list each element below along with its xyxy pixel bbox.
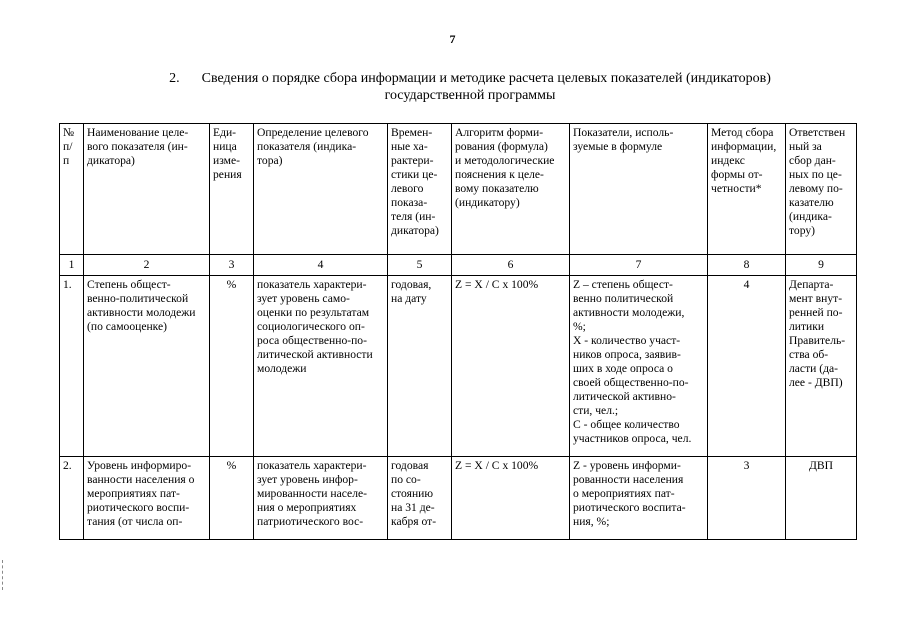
column-number: 1 <box>60 255 84 276</box>
header-cell-definition: Определение целевого показателя (индика- тора) <box>254 124 388 255</box>
table-row <box>60 457 857 540</box>
column-number: 7 <box>570 255 708 276</box>
header-cell-responsible: Ответствен ный за сбор дан- ных по це- левому по- казателю (индика- тору) <box>786 124 857 255</box>
indicator-variables: Z - уровень информи- рованности населения о мероприятиях пат- риотического воспита- ния, %; <box>570 457 708 540</box>
column-number: 9 <box>786 255 857 276</box>
table-row <box>60 276 857 457</box>
header-cell-number: № п/ п <box>60 124 84 255</box>
header-cell-formula: Алгоритм форми- рования (формула) и методологические пояснения к целе- вому показателю (индикатору) <box>452 124 570 255</box>
indicator-name: Степень общест- венно-политической активности молодежи (по самооценке) <box>84 276 210 457</box>
indicator-time: годовая, на дату <box>388 276 452 457</box>
indicator-variables: Z – степень общест- венно политической активности молодежи, %; X - количество участ- ников опроса, заявив- ших в ходе опроса о своей общественно-по- литической активно- сти, чел.; C - общее количество участников опроса, чел. <box>570 276 708 457</box>
section-title-line1 <box>120 70 820 87</box>
section-number: 2. <box>169 71 180 86</box>
indicator-method: 3 <box>708 457 786 540</box>
indicator-formula: Z = X / C x 100% <box>452 276 570 457</box>
indicator-formula: Z = X / C x 100% <box>452 457 570 540</box>
header-cell-variables: Показатели, исполь- зуемые в формуле <box>570 124 708 255</box>
indicator-time: годовая по со- стоянию на 31 де- кабря от- <box>388 457 452 540</box>
column-number: 6 <box>452 255 570 276</box>
row-number: 2. <box>60 457 84 540</box>
column-number-row <box>60 255 857 276</box>
section-title-text: Сведения о порядке сбора информации и методике расчета целевых показателей (индикаторов) <box>201 71 771 86</box>
section-title <box>120 70 820 104</box>
column-number: 4 <box>254 255 388 276</box>
margin-marks <box>2 560 7 590</box>
column-number: 2 <box>84 255 210 276</box>
indicator-definition: показатель характери- зует уровень само- оценки по результатам социологического оп- роса общественно-по- литической активности молодежи <box>254 276 388 457</box>
indicator-method: 4 <box>708 276 786 457</box>
header-cell-unit: Еди- ница изме- рения <box>210 124 254 255</box>
section-title-line2: государственной программы <box>384 88 556 103</box>
indicator-responsible: Департа- мент внут- ренней по- литики Правитель- ства об- ласти (да- лее - ДВП) <box>786 276 857 457</box>
header-cell-name: Наименование целе- вого показателя (ин- дикатора) <box>84 124 210 255</box>
indicator-responsible: ДВП <box>786 457 857 540</box>
header-cell-time: Времен- ные ха- рактери- стики це- левого показа- теля (ин- дикатора) <box>388 124 452 255</box>
header-cell-method: Метод сбора информации, индекс формы от- четности* <box>708 124 786 255</box>
column-number: 8 <box>708 255 786 276</box>
page-number: 7 <box>449 32 456 46</box>
indicator-definition: показатель характери- зует уровень инфор- мированности населе- ния о мероприятиях патриотического вос- <box>254 457 388 540</box>
indicator-name: Уровень информиро- ванности населения о мероприятиях пат- риотического воспи- тания (от числа оп- <box>84 457 210 540</box>
row-number: 1. <box>60 276 84 457</box>
indicator-unit: % <box>210 276 254 457</box>
indicator-unit: % <box>210 457 254 540</box>
column-number: 5 <box>388 255 452 276</box>
table-header-row <box>60 124 857 255</box>
column-number: 3 <box>210 255 254 276</box>
indicators-table <box>59 123 857 540</box>
